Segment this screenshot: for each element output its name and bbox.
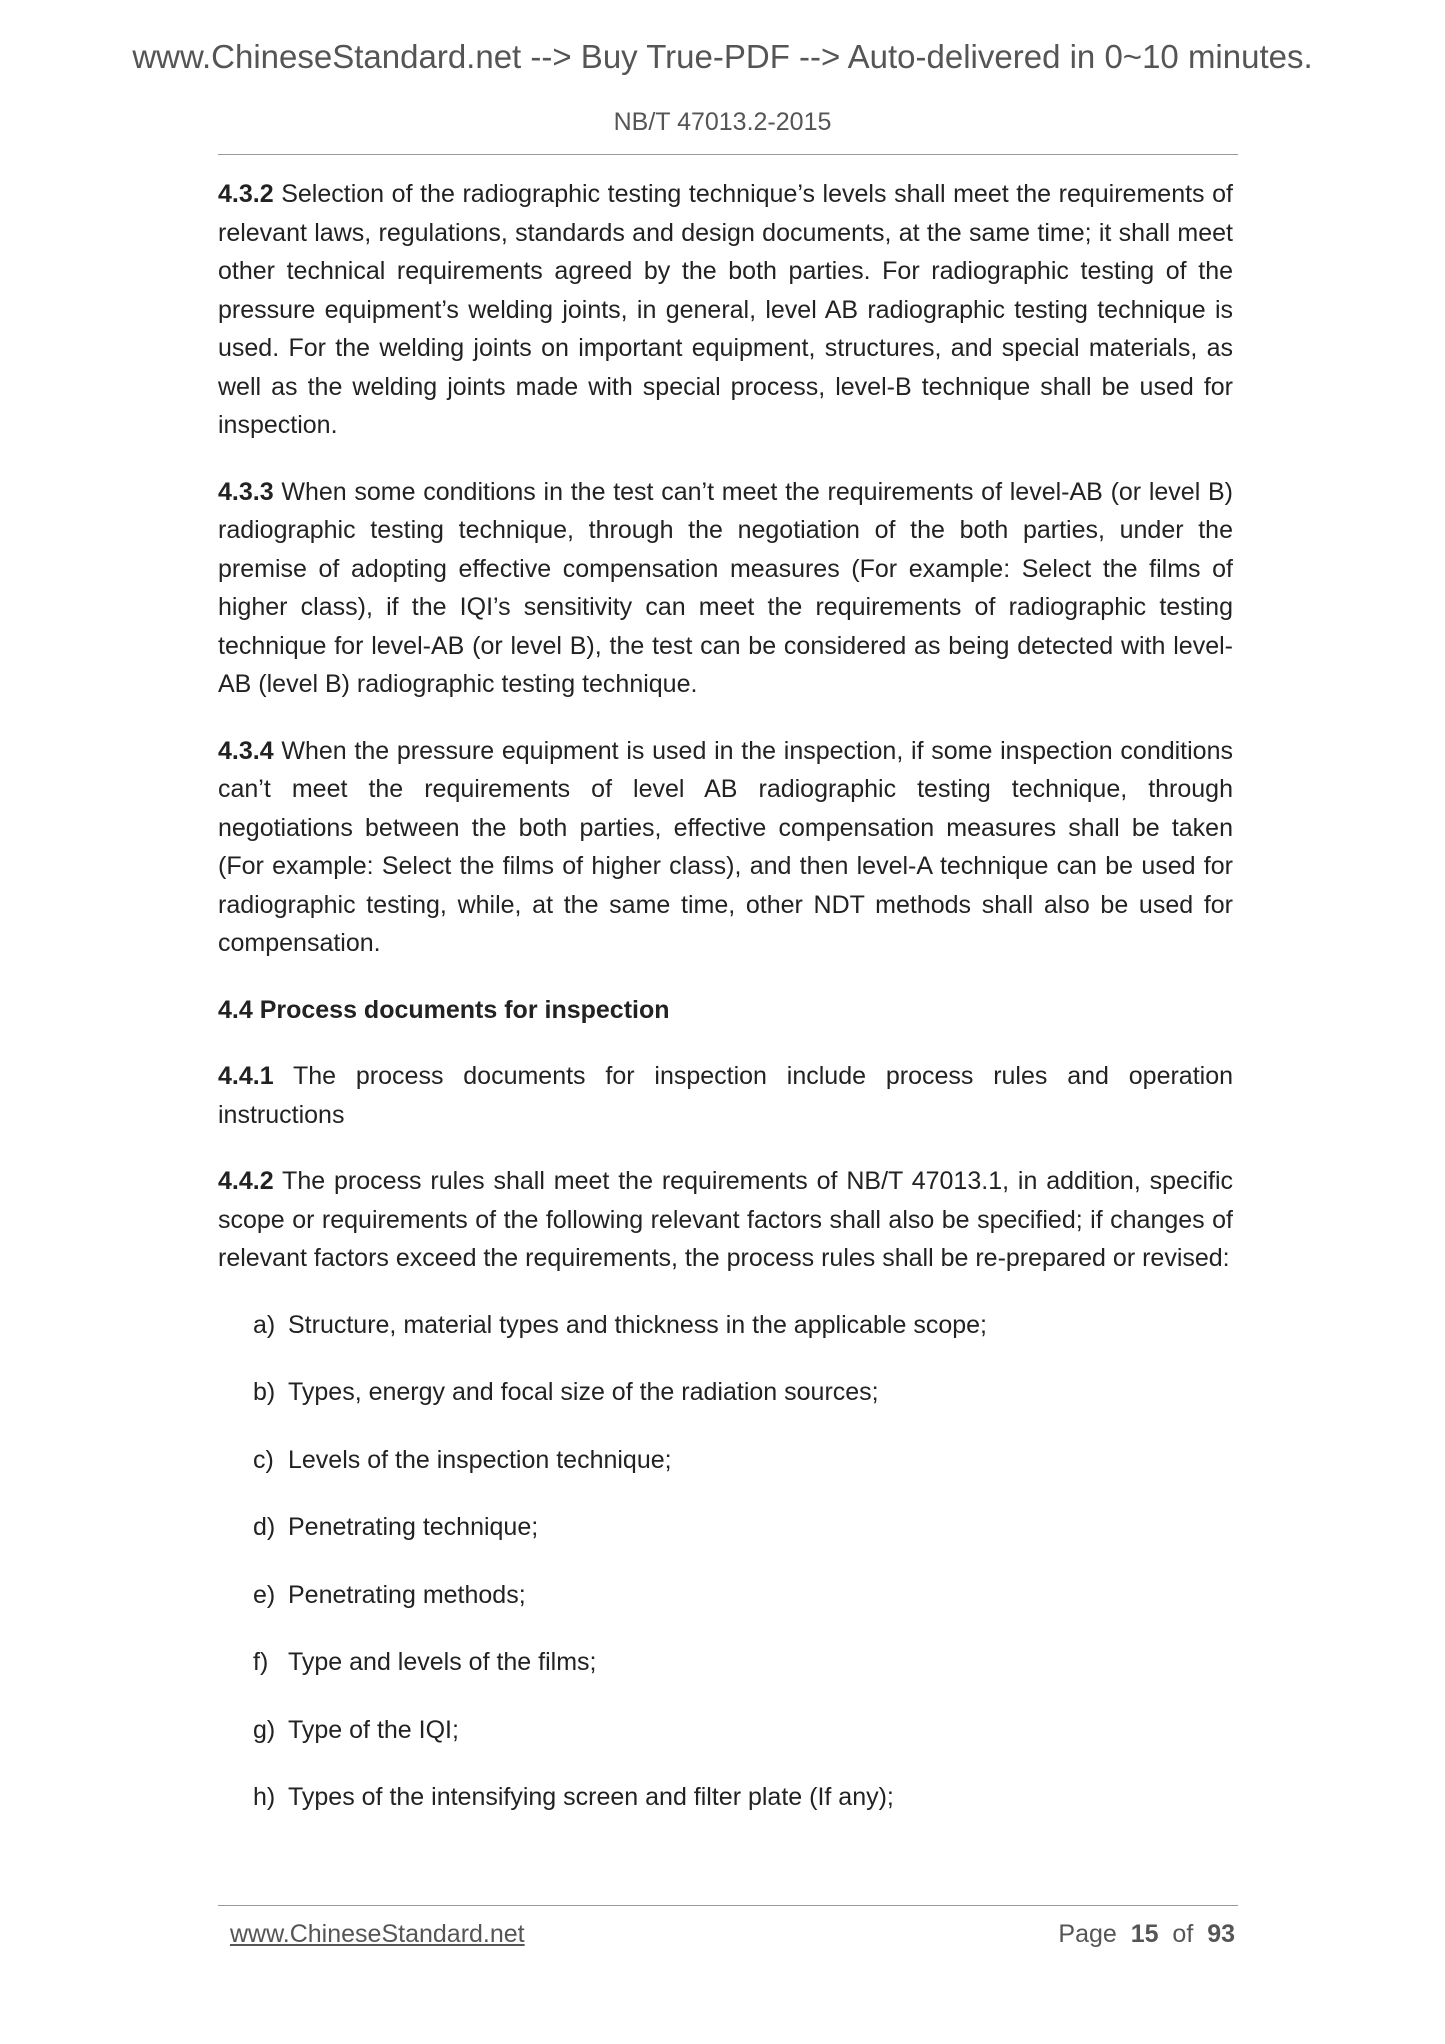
clause-number: 4.4.1 bbox=[218, 1062, 274, 1090]
list-marker: b) bbox=[253, 1378, 276, 1406]
list-item bbox=[218, 1373, 1233, 1412]
clause-number: 4.3.2 bbox=[218, 180, 274, 208]
list-item-text: Penetrating technique; bbox=[288, 1513, 539, 1541]
clause-number: 4.3.4 bbox=[218, 736, 274, 765]
list-item bbox=[218, 1508, 1233, 1547]
clause-4-3-3 bbox=[218, 473, 1233, 704]
list-item-text: Penetrating methods; bbox=[288, 1580, 526, 1609]
clause-text: When some conditions in the test can’t meet the requirements of level-AB (or level B) radiographic testing technique, through the negotiation of the both parties, under the premise of adopting effective compensation measures (For example: Select the films of higher class), if the IQI’s sensitivity can meet the requirements of radiographic testing technique for level-AB (or level B), the test can be considered as being detected with level-AB (level B) radiographic testing technique. bbox=[218, 477, 1233, 698]
list-marker: a) bbox=[253, 1310, 276, 1339]
page-label: Page bbox=[1058, 1920, 1117, 1948]
clause-4-4-2 bbox=[218, 1162, 1233, 1278]
list-marker: g) bbox=[253, 1715, 276, 1744]
list-marker: f) bbox=[253, 1648, 269, 1676]
list-item bbox=[218, 1643, 1233, 1682]
list-item-text: Type and levels of the films; bbox=[288, 1648, 597, 1676]
list-marker: e) bbox=[253, 1580, 276, 1609]
list-item bbox=[218, 1441, 1233, 1480]
clause-text: When the pressure equipment is used in the inspection, if some inspection conditions can’t meet the requirements of level AB radiographic testing technique, through negotiations between the both parties, effective compensation measures shall be taken (For example: Select the films of higher class), and then level-A technique can be used for radiographic testing, while, at the same time, other NDT methods shall also be used for compensation. bbox=[218, 736, 1233, 957]
page-of-label: of bbox=[1172, 1920, 1194, 1948]
list-marker: d) bbox=[253, 1513, 276, 1541]
list-item bbox=[218, 1576, 1233, 1615]
section-heading-4-4: 4.4 Process documents for inspection bbox=[218, 995, 670, 1024]
list-item-text: Type of the IQI; bbox=[288, 1715, 459, 1744]
footer-divider bbox=[218, 1905, 1238, 1906]
list-item bbox=[218, 1306, 1233, 1345]
document-body bbox=[218, 175, 1233, 1846]
clause-text: The process documents for inspection include process rules and operation instructions bbox=[218, 1062, 1234, 1129]
list-item bbox=[218, 1711, 1233, 1750]
clause-text: The process rules shall meet the requirements of NB/T 47013.1, in addition, specific scope or requirements of the following relevant factors shall also be specified; if changes of relevant factors exceed the requirements, the process rules shall be re-prepared or revised: bbox=[218, 1167, 1234, 1272]
current-page: 15 bbox=[1130, 1920, 1159, 1948]
clause-number: 4.3.3 bbox=[218, 477, 274, 506]
standard-id: NB/T 47013.2-2015 bbox=[613, 108, 832, 136]
header-divider bbox=[218, 154, 1238, 155]
total-pages: 93 bbox=[1207, 1920, 1235, 1948]
clause-text: Selection of the radiographic testing technique’s levels shall meet the requirements of relevant laws, regulations, standards and design documents, at the same time; it shall meet other technical requirements agreed by the both parties. For radiographic testing of the pressure equipment’s welding joints, in general, level AB radiographic testing technique is used. For the welding joints on important equipment, structures, and special materials, as well as the welding joints made with special process, level-B technique shall be used for inspection. bbox=[218, 180, 1233, 439]
header-banner: www.ChineseStandard.net --> Buy True-PDF --> Auto-delivered in 0~10 minutes. bbox=[132, 38, 1313, 75]
list-item bbox=[218, 1778, 1233, 1817]
clause-4-4-1 bbox=[218, 1057, 1233, 1134]
page-number bbox=[1058, 1920, 1235, 1949]
list-item-text: Structure, material types and thickness in the applicable scope; bbox=[288, 1310, 987, 1339]
list-item-text: Levels of the inspection technique; bbox=[288, 1445, 672, 1474]
clause-4-3-4 bbox=[218, 732, 1233, 963]
list-marker: c) bbox=[253, 1445, 274, 1474]
list-item-text: Types, energy and focal size of the radiation sources; bbox=[288, 1378, 879, 1406]
clause-number: 4.4.2 bbox=[218, 1167, 274, 1195]
list-item-text: Types of the intensifying screen and filter plate (If any); bbox=[288, 1783, 894, 1811]
footer-website-link[interactable]: www.ChineseStandard.net bbox=[230, 1920, 525, 1948]
clause-4-3-2 bbox=[218, 175, 1233, 445]
list-marker: h) bbox=[253, 1783, 276, 1811]
